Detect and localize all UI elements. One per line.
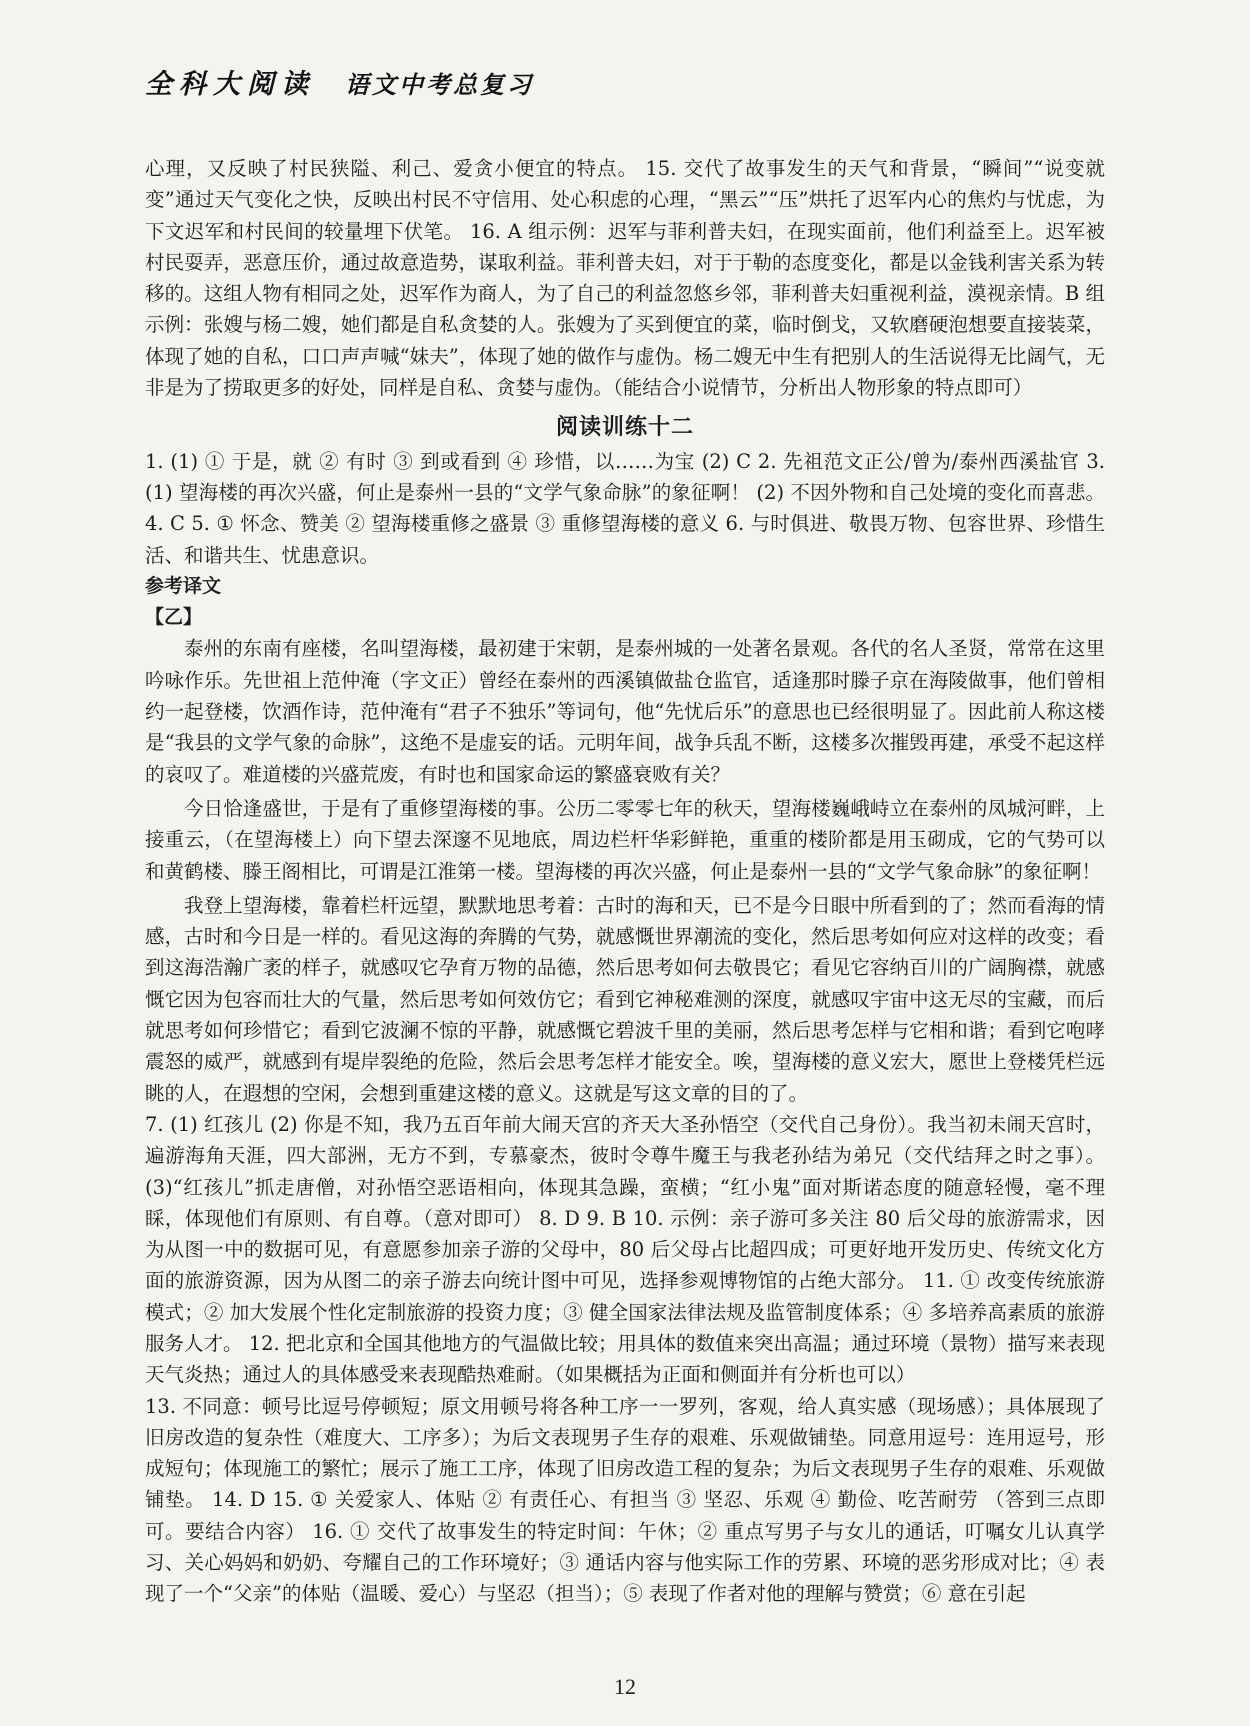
page-number: 12 xyxy=(614,1674,636,1699)
page-content xyxy=(145,153,1105,1610)
book-subtitle: 语文中考总复习 xyxy=(345,70,534,99)
answers-13-16: 13. 不同意：顿号比逗号停顿短；原文用顿号将各种工序一一罗列，客观，给人真实感（现场感）；具体展现了旧房改造的复杂性（难度大、工序多）；为后文表现男子生存的艰难、乐观做铺垫。同意用逗号：连用逗号，形成短句；体现施工的繁忙；展示了施工工序，体现了旧房改造工程的复杂；为后文表现男子生存的艰难、乐观做铺垫。 14. D 15. ① 关爱家人、体贴 ② 有责任心、有担当 ③ 坚忍、乐观 ④ 勤俭、吃苦耐劳 （答到三点即可。要结合内容） 16. ① 交代了故事发生的特定时间：午休；② 重点写男子与女儿的通话，叮嘱女儿认真学习、关心妈妈和奶奶、夸耀自己的工作环境好；③ 通话内容与他实际工作的劳累、环境的恶劣形成对比；④ 表现了一个“父亲”的体贴（温暖、爱心）与坚忍（担当）；⑤ 表现了作者对他的理解与赞赏；⑥ 意在引起 xyxy=(145,1394,1105,1606)
text-yi-label: 【乙】 xyxy=(145,606,203,629)
answers-1-6: 1. (1) ① 于是，就 ② 有时 ③ 到或看到 ④ 珍惜，以……为宝 (2) C 2. 先祖范文正公/曾为/泰州西溪盐官 3. (1) 望海楼的再次兴盛，何止是泰州一县的“文学气象命脉”的象征啊！ (2) 不因外物和自己处境的变化而喜悲。 4. C 5. ① 怀念、赞美 ② 望海楼重修之盛景 ③ 重修望海楼的意义 6. 与时俱进、敬畏万物、包容世界、珍惜生活、和谐共生、忧患意识。 xyxy=(145,449,1105,567)
translation-paragraph-3: 我登上望海楼，靠着栏杆远望，默默地思考着：古时的海和天，已不是今日眼中所看到的了；然而看海的情感，古时和今日是一样的。看见这海的奔腾的气势，就感慨世界潮流的变化，然后思考如何应对这样的改变；看到这海浩瀚广袤的样子，就感叹它孕育万物的品德，然后思考如何去敬畏它；看见它容纳百川的广阔胸襟，就感慨它因为包容而壮大的气量，然后思考如何效仿它；看到它神秘难测的深度，就感叹宇宙中这无尽的宝藏，而后就思考如何珍惜它；看到它波澜不惊的平静，就感慨它碧波千里的美丽，然后思考怎样与它相和谐；看到它咆哮震怒的威严，就感到有堤岸裂绝的危险，然后会思考怎样才能安全。唉，望海楼的意义宏大，愿世上登楼凭栏远眺的人，在遐想的空闲，会想到重建这楼的意义。这就是写这文章的目的了。 xyxy=(145,893,1105,1105)
brand-title: 全科大阅读 xyxy=(145,69,315,100)
answers-7-12: 7. (1) 红孩儿 (2) 你是不知，我乃五百年前大闹天宫的齐天大圣孙悟空（交代自己身份）。我当初未闹天宫时，遍游海角天涯，四大部洲，无方不到，专慕豪杰，彼时令尊牛魔王与我老孙结为弟兄（交代结拜之时之事）。 (3)“红孩儿”抓走唐僧，对孙悟空恶语相向，体现其急躁，蛮横；“红小鬼”面对斯诺态度的随意轻慢，毫不理睬，体现他们有原则、有自尊。（意对即可） 8. D 9. B 10. 示例：亲子游可多关注 80 后父母的旅游需求，因为从图一中的数据可见，有意愿参加亲子游的父母中，80 后父母占比超四成；可更好地开发历史、传统文化方面的旅游资源，因为从图二的亲子游去向统计图中可见，选择参观博物馆的占绝大部分。 11. ① 改变传统旅游模式；② 加大发展个性化定制旅游的投资力度；③ 健全国家法律法规及监管制度体系；④ 多培养高素质的旅游服务人才。 12. 把北京和全国其他地方的气温做比较；用具体的数值来突出高温；通过环境（景物）描写来表现天气炎热；通过人的具体感受来表现酷热难耐。（如果概括为正面和侧面并有分析也可以） xyxy=(145,1112,1105,1387)
answer-paragraph-14-16: 心理，又反映了村民狭隘、利己、爱贪小便宜的特点。 15. 交代了故事发生的天气和背景，“瞬间”“说变就变”通过天气变化之快，反映出村民不守信用、处心积虑的心理，“黑云”“压”烘托了迟军内心的焦灼与忧虑，为下文迟军和村民间的较量埋下伏笔。 16. A 组示例：迟军与菲利普夫妇，在现实面前，他们利益至上。迟军被村民耍弄，恶意压价，通过故意造势，谋取利益。菲利普夫妇，对于于勒的态度变化，都是以金钱利害关系为转移的。这组人物有相同之处，迟军作为商人，为了自己的利益忽悠乡邻，菲利普夫妇重视利益，漠视亲情。B 组示例：张嫂与杨二嫂，她们都是自私贪婪的人。张嫂为了买到便宜的菜，临时倒戈，又软磨硬泡想要直接装菜，体现了她的自私，口口声声喊“妹夫”，体现了她的做作与虚伪。杨二嫂无中生有把别人的生活说得无比阔气，无非是为了捞取更多的好处，同样是自私、贪婪与虚伪。（能结合小说情节，分析出人物形象的特点即可） xyxy=(145,157,1105,400)
section-title: 阅读训练十二 xyxy=(555,415,694,441)
reference-translation-heading: 参考译文 xyxy=(145,574,222,597)
translation-paragraph-1: 泰州的东南有座楼，名叫望海楼，最初建于宋朝，是泰州城的一处著名景观。各代的名人圣贤，常常在这里吟咏作乐。先世祖上范仲淹（字文正）曾经在泰州的西溪镇做盐仓监官，适逢那时滕子京在海陵做事，他们曾相约一起登楼，饮酒作诗，范仲淹有“君子不独乐”等词句，他“先忧后乐”的意思也已经很明显了。因此前人称这楼是“我县的文学气象的命脉”，这绝不是虚妄的话。元明年间，战争兵乱不断，这楼多次摧毁再建，承受不起这样的哀叹了。难道楼的兴盛荒废，有时也和国家命运的繁盛衰败有关？ xyxy=(145,637,1105,786)
page-header xyxy=(145,62,534,101)
translation-paragraph-2: 今日恰逢盛世，于是有了重修望海楼的事。公历二零零七年的秋天，望海楼巍峨峙立在泰州的凤城河畔，上接重云，（在望海楼上）向下望去深邃不见地底，周边栏杆华彩鲜艳，重重的楼阶都是用玉砌成，它的气势可以和黄鹤楼、滕王阁相比，可谓是江淮第一楼。望海楼的再次兴盛，何止是泰州一县的“文学气象命脉”的象征啊！ xyxy=(145,796,1105,883)
